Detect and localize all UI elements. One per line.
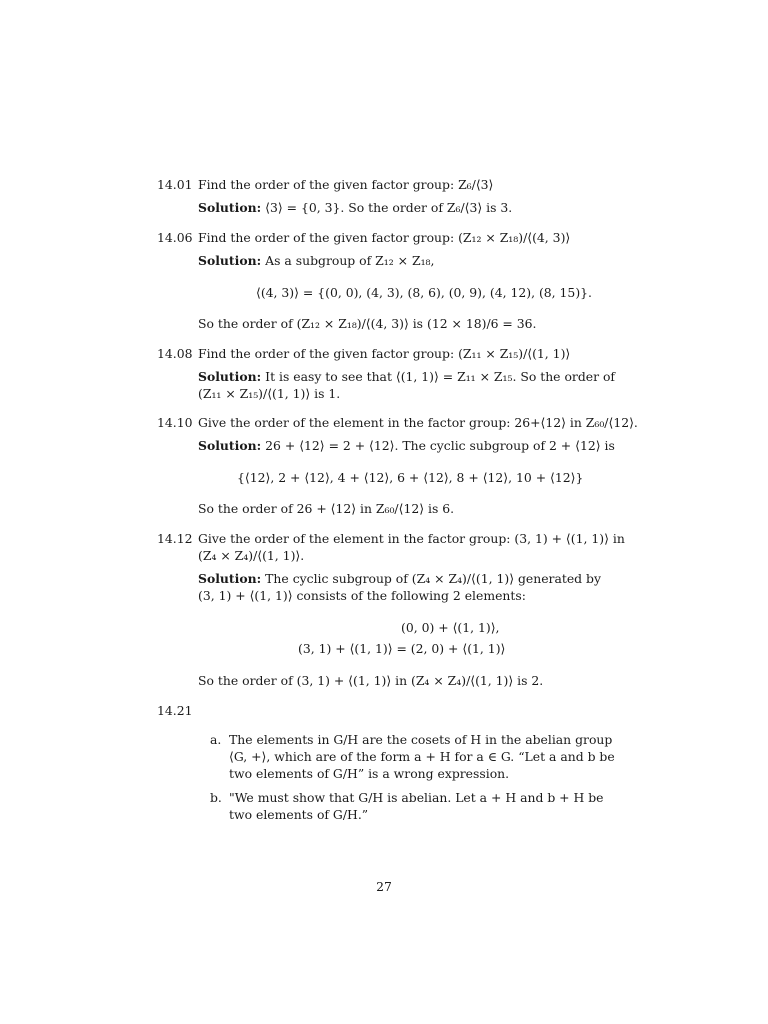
list-item-text: two elements of G/H.” [229, 807, 369, 822]
problem-question: Give the order of the element in the factor group: 26+⟨12⟩ in Z₆₀/⟨12⟩. [198, 415, 638, 430]
solution-text: The cyclic subgroup of (Z₄ × Z₄)/⟨(1, 1)⟩ generated by [265, 571, 601, 586]
solution-line [198, 253, 434, 269]
solution-conclusion: So the order of 26 + ⟨12⟩ in Z₆₀/⟨12⟩ is 6. [198, 501, 455, 516]
list-item-text: two elements of G/H” is a wrong expression. [229, 766, 510, 781]
list-item-label: a. [210, 732, 222, 747]
problem-question: (Z₄ × Z₄)/⟨(1, 1)⟩. [198, 548, 305, 563]
problem-question: Find the order of the given factor group: (Z₁₁ × Z₁₅)/⟨(1, 1)⟩ [198, 346, 571, 361]
solution-text: It is easy to see that ⟨(1, 1)⟩ = Z₁₁ × Z₁₅. So the order of [265, 369, 616, 384]
display-equation: (3, 1) + ⟨(1, 1)⟩ = (2, 0) + ⟨(1, 1)⟩ [298, 641, 506, 656]
problem-number: 14.01 [157, 177, 193, 192]
solution-label: Solution: [198, 571, 262, 586]
problem-question: Give the order of the element in the factor group: (3, 1) + ⟨(1, 1)⟩ in [198, 531, 625, 546]
solution-label: Solution: [198, 369, 262, 384]
display-equation: ⟨(4, 3)⟩ = {(0, 0), (4, 3), (8, 6), (0, 9), (4, 12), (8, 15)}. [256, 285, 592, 300]
solution-text: ⟨3⟩ = {0, 3}. So the order of Z₆/⟨3⟩ is 3. [265, 200, 513, 215]
problem-question: Find the order of the given factor group: (Z₁₂ × Z₁₈)/⟨(4, 3)⟩ [198, 230, 571, 245]
problem-number: 14.06 [157, 230, 193, 245]
problem-number: 14.21 [157, 703, 193, 718]
solution-label: Solution: [198, 438, 262, 453]
solution-label: Solution: [198, 253, 262, 268]
page-number: 27 [376, 879, 392, 894]
display-equation: (0, 0) + ⟨(1, 1)⟩, [401, 620, 500, 635]
problem-number: 14.08 [157, 346, 193, 361]
solution-text: (3, 1) + ⟨(1, 1)⟩ consists of the following 2 elements: [198, 588, 526, 603]
list-item-text: "We must show that G/H is abelian. Let a + H and b + H be [229, 790, 604, 805]
display-equation: {⟨12⟩, 2 + ⟨12⟩, 4 + ⟨12⟩, 6 + ⟨12⟩, 8 + ⟨12⟩, 10 + ⟨12⟩} [237, 470, 584, 485]
solution-label: Solution: [198, 200, 262, 215]
problem-question: Find the order of the given factor group: Z₆/⟨3⟩ [198, 177, 494, 192]
solution-text: (Z₁₁ × Z₁₅)/⟨(1, 1)⟩ is 1. [198, 386, 341, 401]
solution-conclusion: So the order of (3, 1) + ⟨(1, 1)⟩ in (Z₄ × Z₄)/⟨(1, 1)⟩ is 2. [198, 673, 544, 688]
solution-line [198, 438, 615, 454]
problem-number: 14.12 [157, 531, 193, 546]
solution-line [198, 200, 512, 216]
solution-line [198, 571, 601, 587]
solution-text: 26 + ⟨12⟩ = 2 + ⟨12⟩. The cyclic subgroup of 2 + ⟨12⟩ is [265, 438, 615, 453]
list-item-text: ⟨G, +⟩, which are of the form a + H for a ∈ G. “Let a and b be [229, 749, 615, 764]
problem-number: 14.10 [157, 415, 193, 430]
solution-line [198, 369, 615, 385]
solution-conclusion: So the order of (Z₁₂ × Z₁₈)/⟨(4, 3)⟩ is (12 × 18)/6 = 36. [198, 316, 537, 331]
list-item-text: The elements in G/H are the cosets of H in the abelian group [229, 732, 613, 747]
solution-text: As a subgroup of Z₁₂ × Z₁₈, [265, 253, 435, 268]
list-item-label: b. [210, 790, 222, 805]
